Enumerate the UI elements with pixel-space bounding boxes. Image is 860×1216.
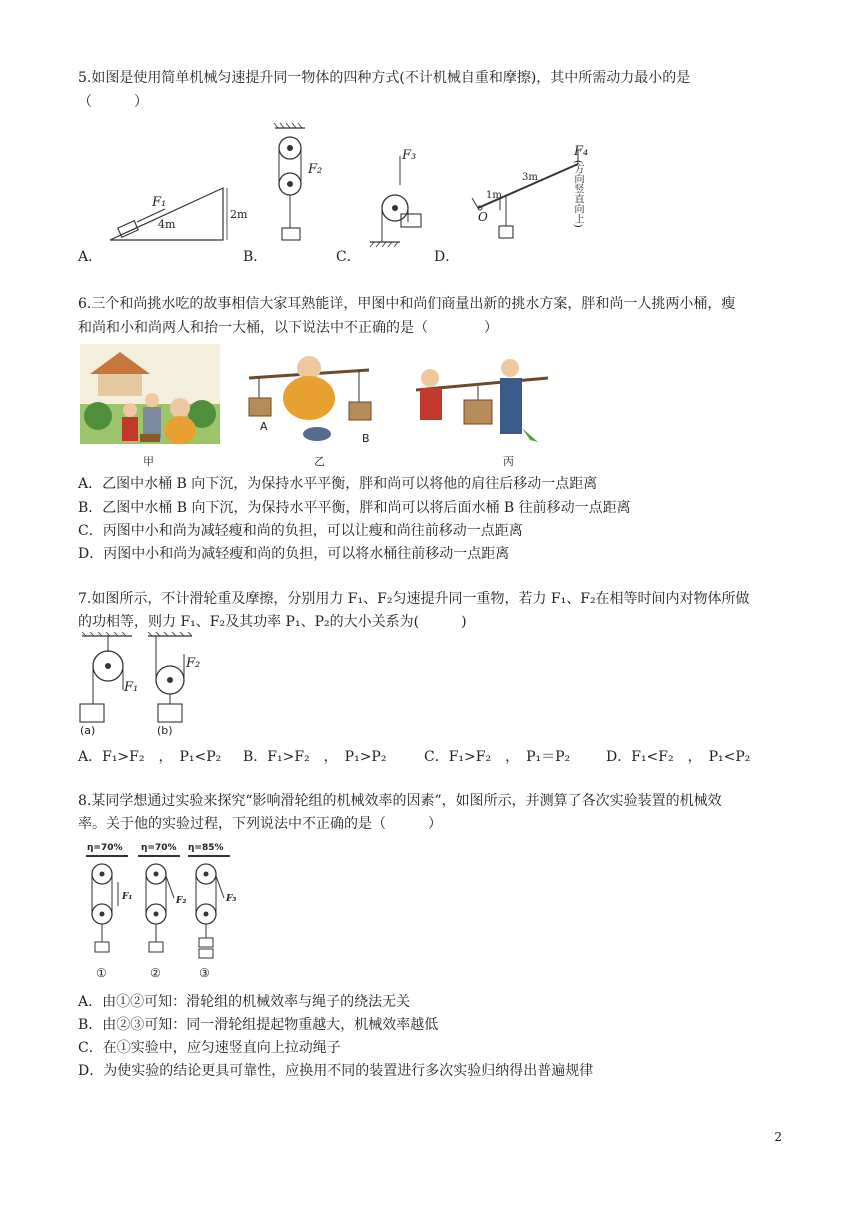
q8-efficiency-1: η=70%: [87, 843, 123, 853]
q8-efficiency-3: η=85%: [188, 843, 224, 853]
q6-bucket-label-a: A: [260, 420, 268, 433]
q6-stem-cont: 和尚和小和尚两人和抬一大桶，以下说法中不正确的是（ ）: [78, 320, 498, 336]
q7-stem: 7.如图所示，不计滑轮重及摩擦，分别用力 F₁、F₂匀速提升同一重物，若力 F₁、F₂在相等时间内对物体所做: [78, 591, 750, 607]
q8-stem-cont: 率。关于他的实验过程，下列说法中不正确的是（ ）: [78, 816, 442, 832]
q5-option-c: C．: [336, 249, 361, 265]
q6-image-jia: [80, 344, 220, 454]
q8-figure-pulley-blocks: [84, 852, 237, 964]
q5-label-3m: 3m: [522, 172, 538, 183]
q8-caption-1: ①: [96, 966, 107, 980]
q8-force-f1: F₁: [122, 892, 133, 902]
q5-label-f3: F₃: [402, 148, 417, 163]
q7-stem-cont: 的功相等，则力 F₁、F₂及其功率 P₁、P₂的大小关系为( ): [78, 614, 467, 630]
q5-label-f4: F₄: [574, 144, 589, 159]
q7-caption-a: (a): [80, 724, 96, 737]
q7-option-c: C．F₁>F₂ ， P₁＝P₂: [424, 749, 571, 765]
q6-option-b: B．乙图中水桶 B 向下沉，为保持水平平衡，胖和尚可以将后面水桶 B 往前移动一点距离: [78, 500, 631, 516]
q8-caption-3: ③: [199, 966, 210, 980]
q5-label-f2: F₂: [308, 162, 323, 177]
q7-option-d: D．F₁<F₂ ， P₁<P₂: [606, 749, 751, 765]
q8-option-d: D．为使实验的结论更具可靠性，应换用不同的装置进行多次实验归纳得出普遍规律: [78, 1063, 594, 1079]
q5-option-a: A．: [78, 249, 103, 265]
q7-label-f2: F₂: [186, 656, 201, 671]
q8-force-f3: F₃: [226, 894, 237, 904]
q5-label-pivot: O: [478, 210, 488, 224]
q5-figure-c-pulley: [365, 150, 425, 250]
q7-figure-pulleys: [76, 632, 216, 740]
q8-option-a: A．由①②可知：滑轮组的机械效率与绳子的绕法无关: [78, 994, 411, 1010]
q5-figure-b-pulley-block: [270, 122, 323, 244]
q6-option-c: C．丙图中小和尚为减轻瘦和尚的负担，可以让瘦和尚往前移动一点距离: [78, 523, 523, 539]
q5-label-2m: 2m: [230, 208, 248, 221]
q8-stem: 8.某同学想通过实验来探究“影响滑轮组的机械效率的因素”，如图所示，并测算了各次实验装置的机械效: [78, 793, 722, 809]
q6-caption-yi: 乙: [314, 455, 325, 468]
q6-option-d: D．丙图中小和尚为减轻瘦和尚的负担，可以将水桶往前移动一点距离: [78, 546, 510, 562]
q7-caption-b: (b): [157, 724, 173, 737]
q8-option-c: C．在①实验中，应匀速竖直向上拉动绳子: [78, 1040, 341, 1056]
q7-option-b: B．F₁>F₂ ， P₁>P₂: [243, 749, 387, 765]
q8-caption-2: ②: [150, 966, 161, 980]
q7-label-f1: F₁: [124, 680, 139, 695]
q6-image-bing: [402, 348, 560, 448]
q5-stem: 5.如图是使用简单机械匀速提升同一物体的四种方式(不计机械自重和摩擦)，其中所需动力最小的是: [78, 70, 691, 86]
q7-option-a: A．F₁>F₂ ， P₁<P₂: [78, 749, 222, 765]
q5-label-f1: F₁: [152, 195, 167, 210]
q6-image-yi: [245, 348, 375, 448]
q8-efficiency-2: η=70%: [141, 843, 177, 853]
q6-caption-bing: 丙: [503, 455, 514, 468]
q5-option-b: B．: [243, 249, 268, 265]
q8-option-b: B．由②③可知：同一滑轮组提起物重越大，机械效率越低: [78, 1017, 439, 1033]
q5-label-4m: 4m: [158, 218, 176, 231]
q5-stem-cont: （ ）: [78, 94, 148, 110]
q5-option-d: D．: [434, 249, 460, 265]
q8-force-f2: F₂: [176, 896, 187, 906]
q6-bucket-label-b: B: [362, 432, 370, 445]
q6-stem: 6.三个和尚挑水吃的故事相信大家耳熟能详，甲图中和尚们商量出新的挑水方案，胖和尚一人挑两小桶，瘦: [78, 296, 736, 312]
page-number: 2: [774, 1130, 782, 1144]
q5-label-f4-direction: (方向竖直向上): [572, 160, 583, 228]
q5-label-1m: 1m: [486, 190, 502, 201]
q5-figure-a-incline: [105, 180, 248, 245]
q6-option-a: A．乙图中水桶 B 向下沉，为保持水平平衡，胖和尚可以将他的肩往后移动一点距离: [78, 476, 598, 492]
q6-caption-jia: 甲: [143, 455, 154, 468]
